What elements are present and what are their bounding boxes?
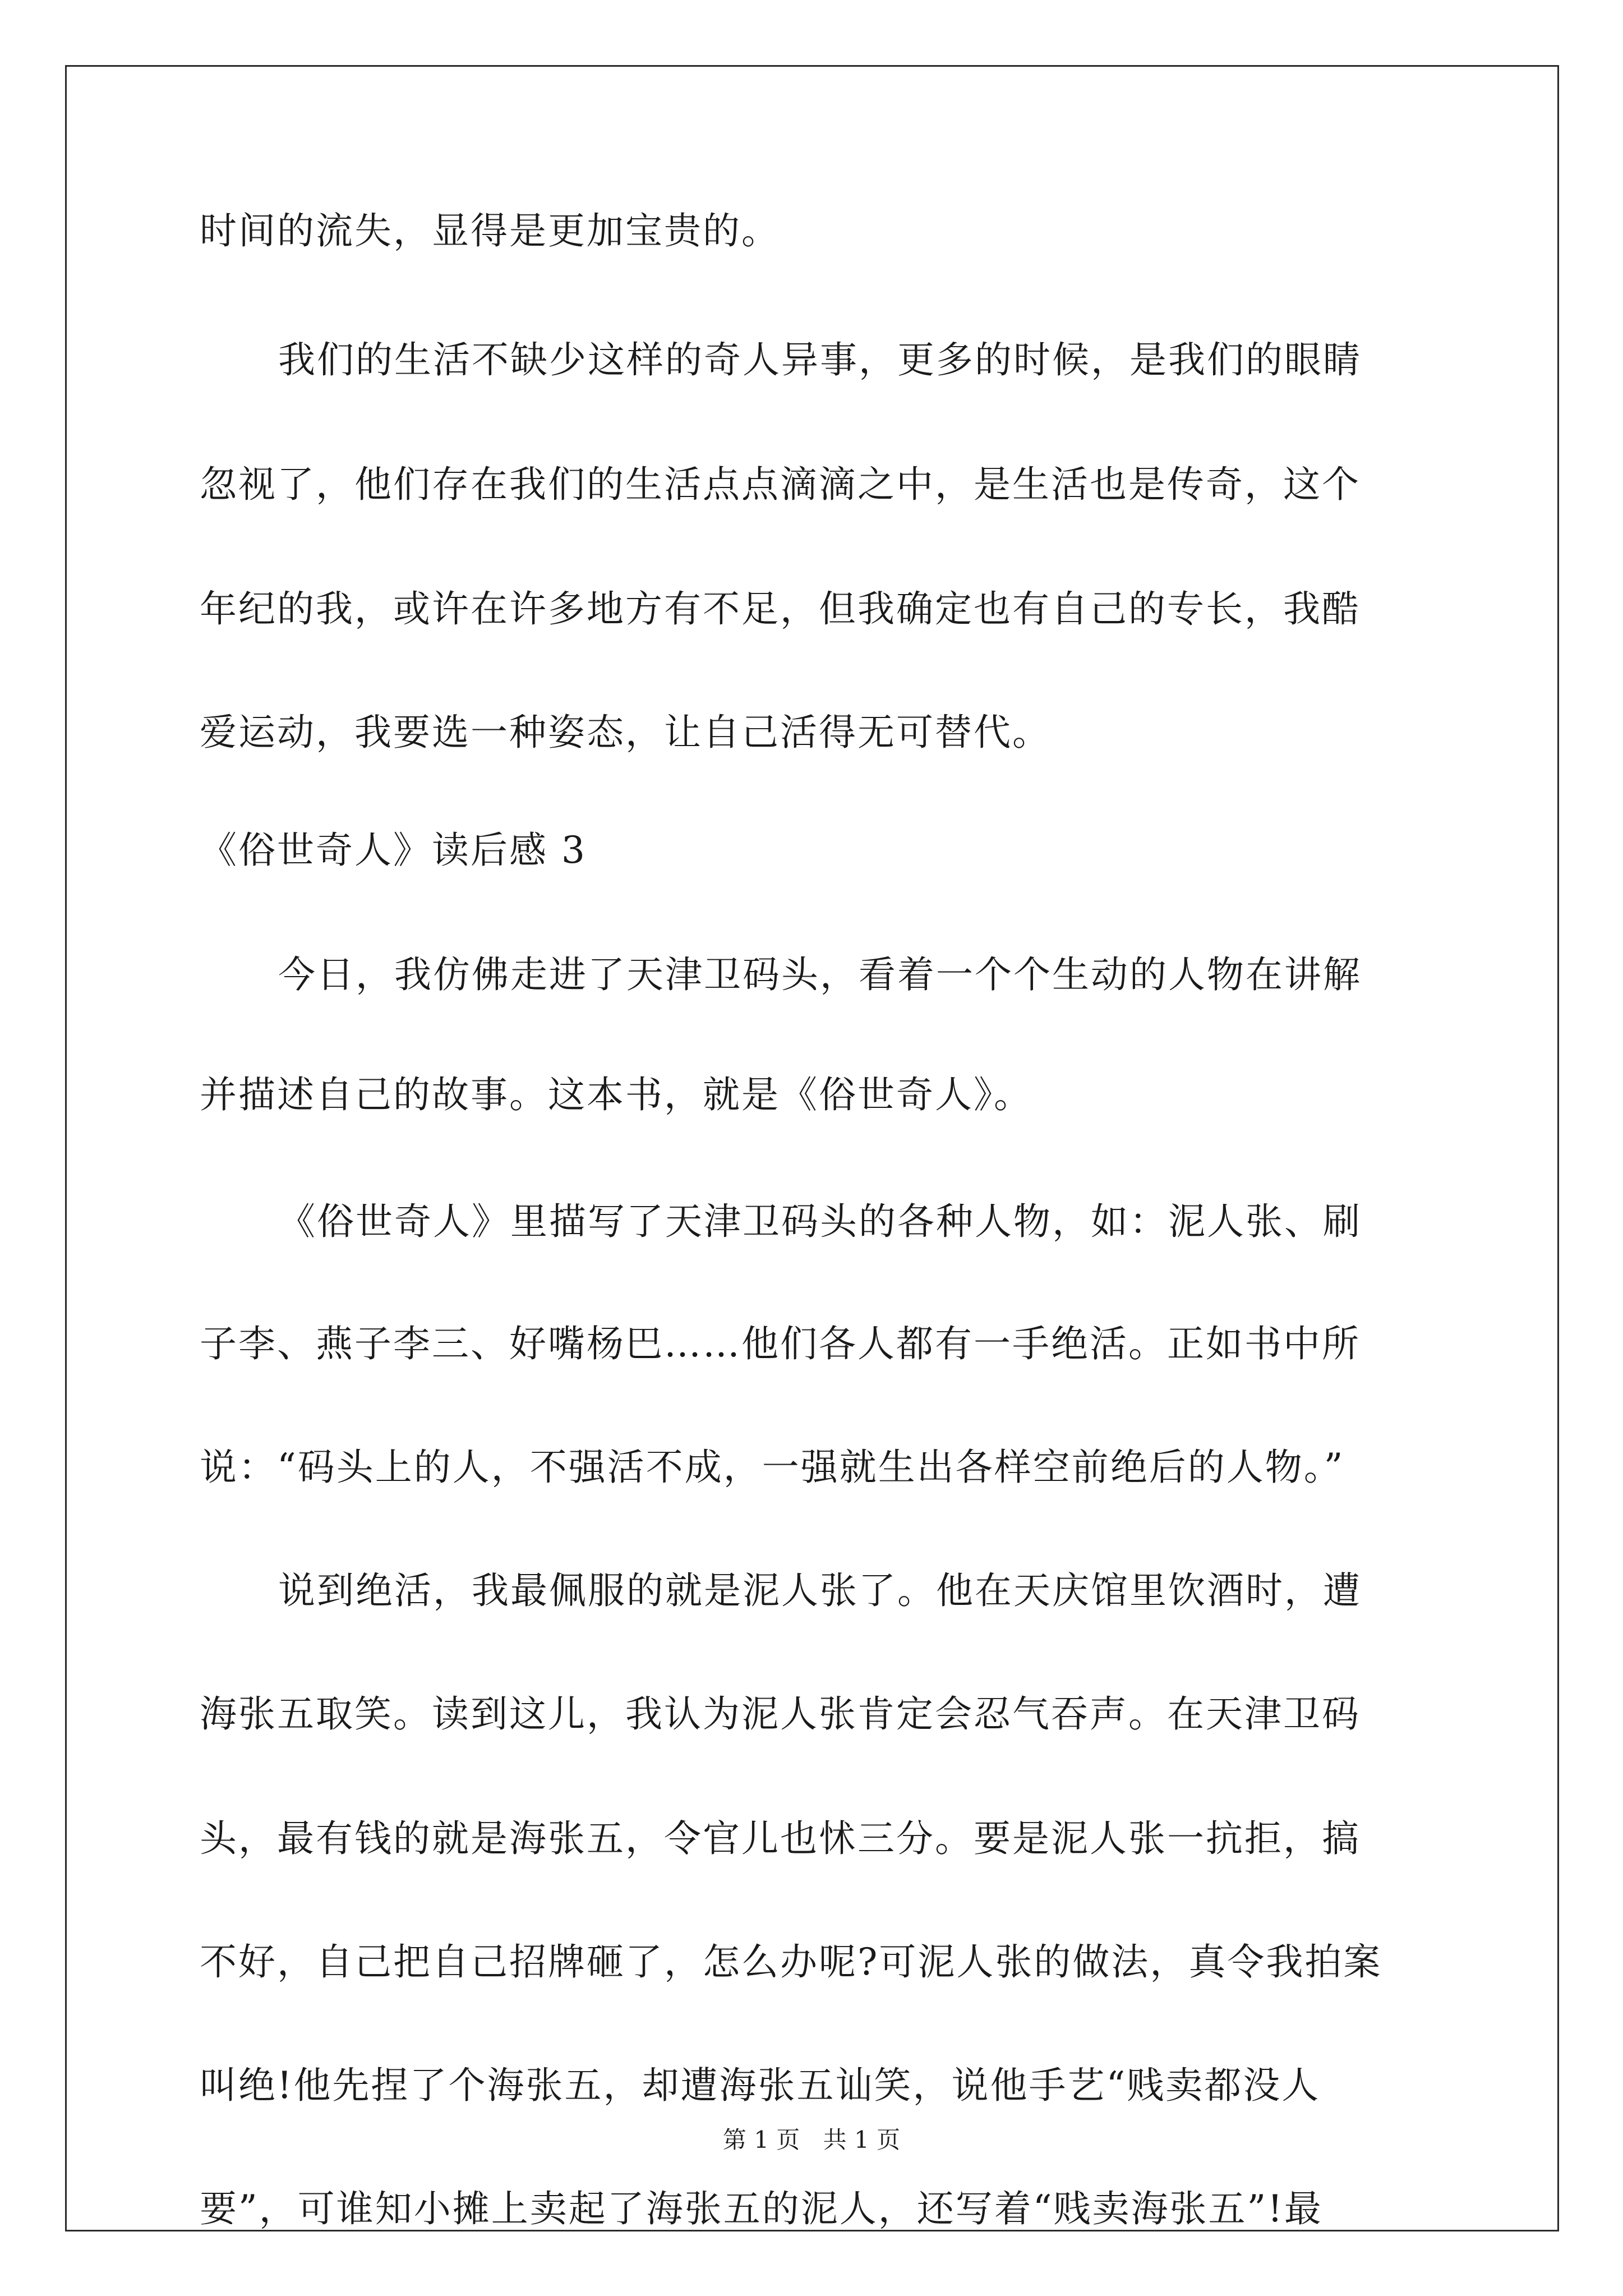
paragraph-line: 我们的生活不缺少这样的奇人异事，更多的时候，是我们的眼睛	[278, 338, 1362, 381]
text-line: 忽视了，他们存在我们的生活点点滴滴之中，是生活也是传奇，这个	[200, 463, 1361, 506]
section-heading: 《俗世奇人》读后感 3	[200, 829, 587, 872]
paragraph-line: 《俗世奇人》里描写了天津卫码头的各种人物，如：泥人张、刷	[278, 1200, 1362, 1243]
text-line: 并描述自己的故事。这本书，就是《俗世奇人》。	[200, 1073, 1032, 1116]
text-line: 海张五取笑。读到这儿，我认为泥人张肯定会忍气吞声。在天津卫码	[200, 1692, 1361, 1736]
text-line: 时间的流失，显得是更加宝贵的。	[200, 209, 780, 252]
text-line: 不好，自己把自己招牌砸了，怎么办呢?可泥人张的做法，真令我拍案	[200, 1940, 1382, 1984]
text-line: 子李、燕子李三、好嘴杨巴……他们各人都有一手绝活。正如书中所	[200, 1322, 1361, 1365]
page-border	[65, 65, 1559, 2231]
text-line: 年纪的我，或许在许多地方有不足，但我确定也有自己的专长，我酷	[200, 587, 1361, 631]
text-line: 爱运动，我要选一种姿态，让自己活得无可替代。	[200, 711, 1051, 754]
paragraph-line: 今日，我仿佛走进了天津卫码头，看着一个个生动的人物在讲解	[278, 953, 1362, 996]
page-footer	[0, 2126, 1623, 2154]
paragraph-line: 说到绝活，我最佩服的就是泥人张了。他在天庆馆里饮酒时，遭	[278, 1569, 1362, 1612]
page-total: 共 1 页	[823, 2126, 901, 2154]
page-number: 第 1 页	[722, 2126, 800, 2154]
text-line: 说：“码头上的人，不强活不成，一强就生出各样空前绝后的人物。”	[200, 1446, 1345, 1489]
text-line: 叫绝!他先捏了个海张五，却遭海张五讪笑，说他手艺“贱卖都没人	[200, 2064, 1321, 2107]
text-line: 头，最有钱的就是海张五，令官儿也怵三分。要是泥人张一抗拒，搞	[200, 1817, 1361, 1860]
text-line: 要”，可谁知小摊上卖起了海张五的泥人，还写着“贱卖海张五”!最	[200, 2187, 1323, 2230]
